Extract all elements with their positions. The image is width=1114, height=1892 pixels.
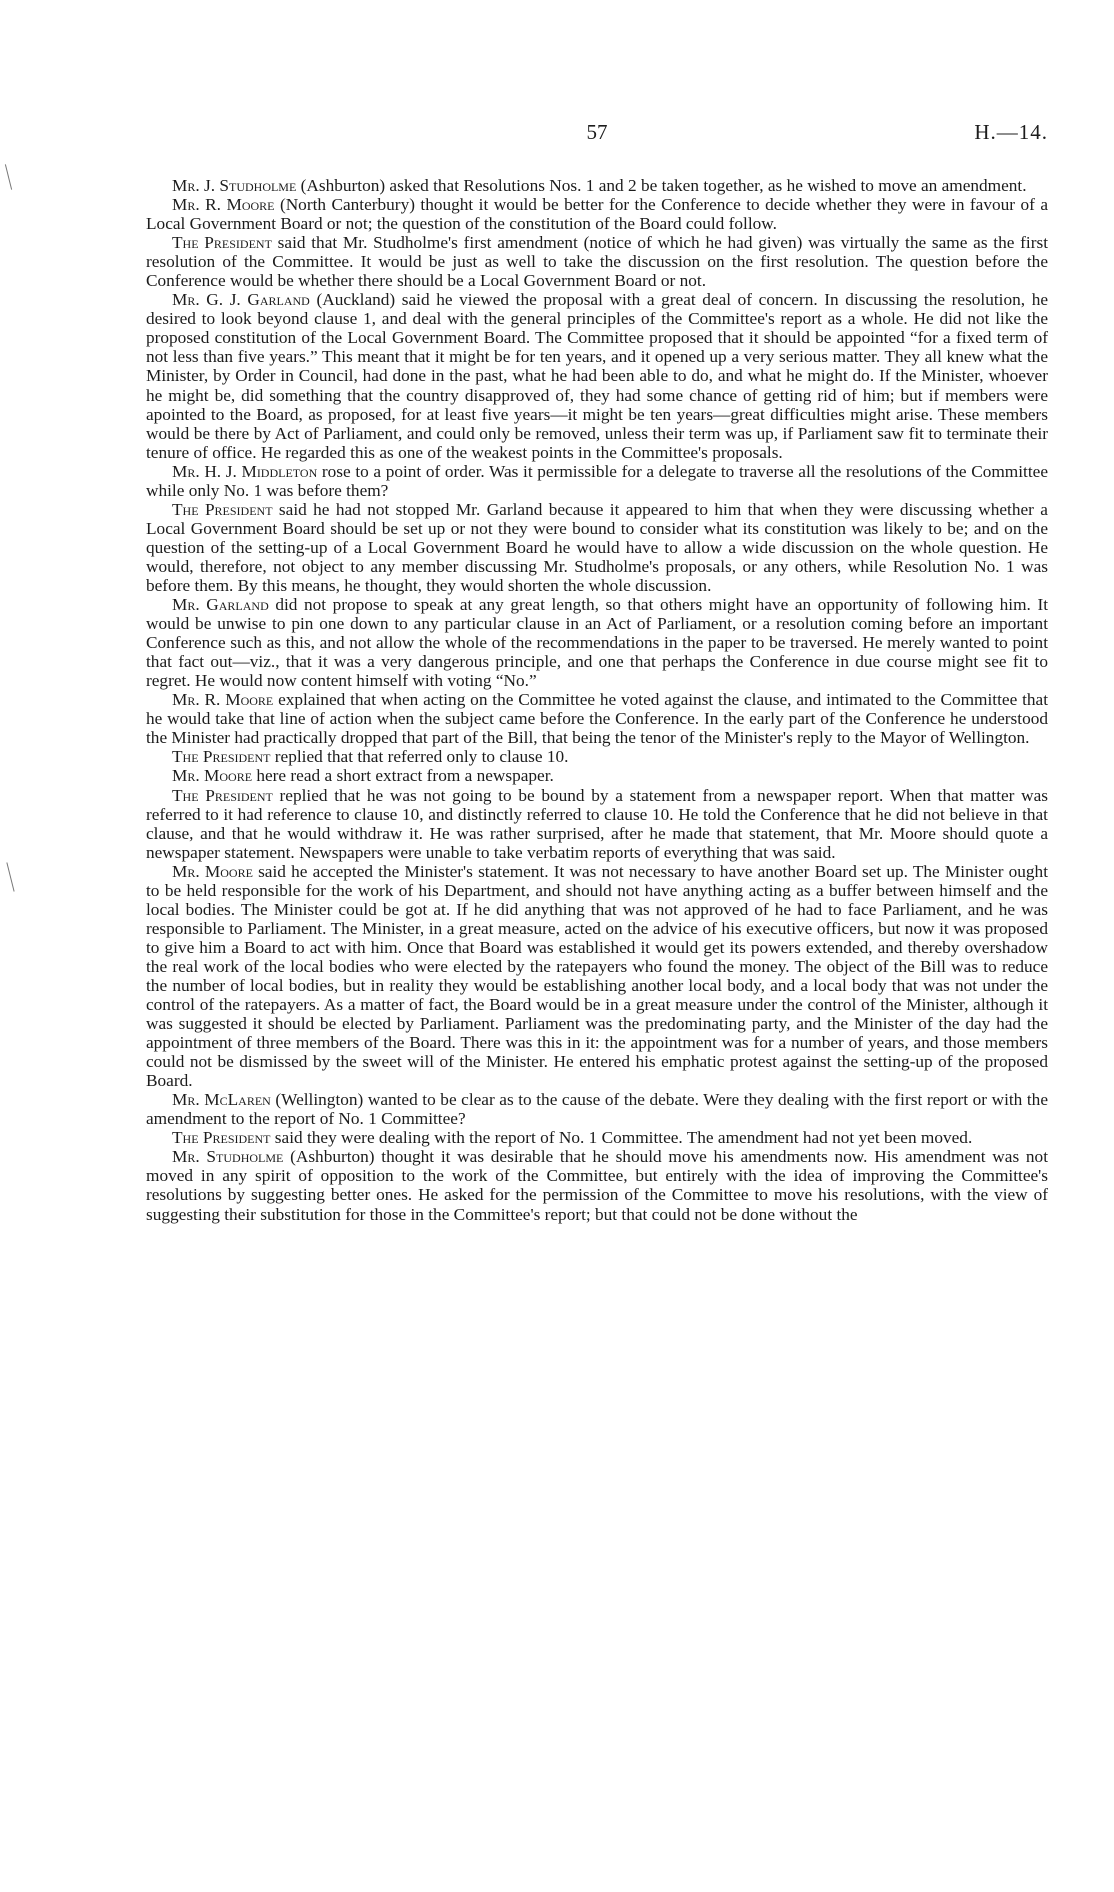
paragraph (146, 766, 1048, 785)
paragraph-text: explained that when acting on the Committee he voted against the clause, and intimated to the Committee that he would take that line of action when the subject came before the Conference. In the early part of the Conference he understood the Minister had practically dropped that part of the Bill, that being the tenor of the Minister's reply to the Mayor of Wellington. (146, 690, 1048, 748)
speaker-name: The President (172, 747, 271, 767)
paragraph-text: said he accepted the Minister's statement. It was not necessary to have another Board set up. The Minister ought to be held responsible for the work of his Department, and should not have anything acting as a buffer between himself and the local bodies. The Minister could be got at. If he did anything that was not approved of he had to face Parliament, and he was responsible to Parliament. The Minister, in a great measure, acted on the advice of his executive officers, but now it was proposed to give him a Board to act with him. Once that Board was established it would get its powers extended, and thereby overshadow the real work of the local bodies who were elected by the ratepayers who found the money. The object of the Bill was to reduce the number of local bodies, but in reality they would be establishing another local body, and a local body that was not under the control of the ratepayers. As a matter of fact, the Board would be in a great measure under the control of the Minister, although it was suggested it should be elected by Parliament. Parliament was the predominating party, and the Minister of the day had the appointment of three members of the Board. There was this in it: the appointment was for a number of years, and those members could not be dismissed by the sweet will of the Minister. He entered his emphatic protest against the setting-up of the proposed Board. (146, 861, 1048, 1091)
speaker-name: Mr. R. Moore (172, 690, 274, 710)
margin-tick-mark (5, 164, 12, 189)
paragraph (146, 195, 1048, 233)
paragraph-text: rose to a point of order. Was it permissible for a delegate to traverse all the resolutions of the Committee while only No. 1 was before them? (146, 461, 1048, 500)
paragraph-text: (Auckland) said he viewed the proposal with a great deal of concern. In discussing the resolution, he desired to look beyond clause 1, and deal with the general principles of the Committee's report as a whole. He did not like the proposed constitution of the Local Government Board. The Committee proposed that it should be appointed “for a fixed term of not less than five years.” This meant that it might be for ten years, and it opened up a very serious matter. They all knew what the Minister, by Order in Council, had done in the past, what he had been able to do, and what he might do. If the Minister, whoever he might be, did something that the country disapproved of, they had some chance of getting rid of him; but if members were apointed to the Board, as proposed, for at least five years—it might be ten years—great difficulties might arise. These members would be there by Act of Parliament, and could only be removed, unless their term was up, if Parliament saw fit to terminate their tenure of office. He regarded this as one of the weakest points in the Committee's proposals. (146, 290, 1048, 462)
paragraph (146, 786, 1048, 862)
speaker-name: Mr. Moore (172, 766, 253, 786)
paragraph (146, 862, 1048, 1091)
speaker-name: The President (172, 785, 273, 805)
paragraph (146, 1128, 1048, 1147)
paragraph-text: here read a short extract from a newspaper. (252, 766, 554, 786)
speaker-name: Mr. H. J. Middleton (172, 461, 318, 481)
page-header (146, 120, 1048, 154)
paragraph-text: (Ashburton) asked that Resolutions Nos. 1 and 2 be taken together, as he wished to move an amendment. (296, 176, 1027, 195)
speaker-name: The President (172, 499, 273, 519)
paragraph-text: said they were dealing with the report of No. 1 Committee. The amendment had not yet been moved. (270, 1128, 973, 1148)
paragraph-text: (Wellington) wanted to be clear as to the cause of the debate. Were they dealing with the first report or with the amendment to the report of No. 1 Committee? (146, 1090, 1048, 1129)
speaker-name: Mr. Moore (172, 861, 253, 881)
paragraph-text: (Ashburton) thought it was desirable that he should move his amendments now. His amendment was not moved in any spirit of opposition to the work of the Committee, but entirely with the idea of improving the Committee's resolutions by suggesting better ones. He asked for the permission of the Committee to move his resolutions, with the view of suggesting their substitution for those in the Committee's report; but that could not be done without the (146, 1147, 1048, 1224)
margin-tick-mark (6, 862, 14, 891)
proceedings-text (146, 176, 1048, 1224)
paragraph (146, 747, 1048, 766)
page-number: 57 (586, 120, 608, 144)
paragraph (146, 1147, 1048, 1223)
paragraph-text: said that Mr. Studholme's first amendment (notice of which he had given) was virtually the same as the first resolution of the Committee. It would be just as well to take the discussion on the first resolution. The question before the Conference would be whether there should be a Local Government Board or not. (146, 233, 1049, 291)
paragraph-text: (North Canterbury) thought it would be better for the Conference to decide whether they were in favour of a Local Government Board or not; the question of the constitution of the Board could follow. (146, 195, 1048, 234)
paragraph (146, 176, 1048, 195)
paragraph (146, 290, 1048, 461)
speaker-name: The President (172, 1128, 271, 1148)
paragraph-text: replied that that referred only to clause 10. (270, 747, 569, 767)
paragraph (146, 595, 1048, 690)
document-reference: H.—14. (974, 120, 1048, 144)
paragraph-text: replied that he was not going to be bound by a statement from a newspaper report. When that matter was referred to it had reference to clause 10, and distinctly referred to clause 10. He told the Conference that he did not believe in that clause, and that he would withdraw it. He was rather surprised, after he made that statement, that Mr. Moore should quote a newspaper statement. Newspapers were unable to take verbatim reports of everything that was said. (146, 785, 1048, 862)
paragraph-text: said he had not stopped Mr. Garland because it appeared to him that when they were discussing whether a Local Government Board should be set up or not they were bound to consider what its constitution was likely to be; and on the question of the setting-up of a Local Government Board he would have to allow a wide discussion on the whole question. He would, therefore, not object to any member discussing Mr. Studholme's proposals, or any others, while Resolution No. 1 was before them. By this means, he thought, they would shorten the whole discussion. (146, 499, 1048, 595)
speaker-name: The President (172, 233, 272, 253)
speaker-name: Mr. R. Moore (172, 195, 275, 215)
paragraph (146, 1090, 1048, 1128)
speaker-name: Mr. G. J. Garland (172, 290, 310, 310)
speaker-name: Mr. McLaren (172, 1090, 271, 1110)
paragraph (146, 690, 1048, 747)
speaker-name: Mr. Studholme (172, 1147, 284, 1167)
paragraph-text: did not propose to speak at any great length, so that others might have an opportunity of following him. It would be unwise to pin one down to any particular clause in an Act of Parliament, or a resolution coming before an important Conference such as this, and not allow the whole of the recommendations in the paper to be traversed. He merely wanted to point that fact out—viz., that it was a very dangerous principle, and one that perhaps the Conference in due course might see fit to regret. He would now content himself with voting “No.” (146, 595, 1048, 691)
paragraph (146, 233, 1048, 290)
paragraph (146, 500, 1048, 595)
speaker-name: Mr. Garland (172, 595, 269, 615)
paragraph (146, 462, 1048, 500)
speaker-name: Mr. J. Studholme (172, 176, 297, 195)
